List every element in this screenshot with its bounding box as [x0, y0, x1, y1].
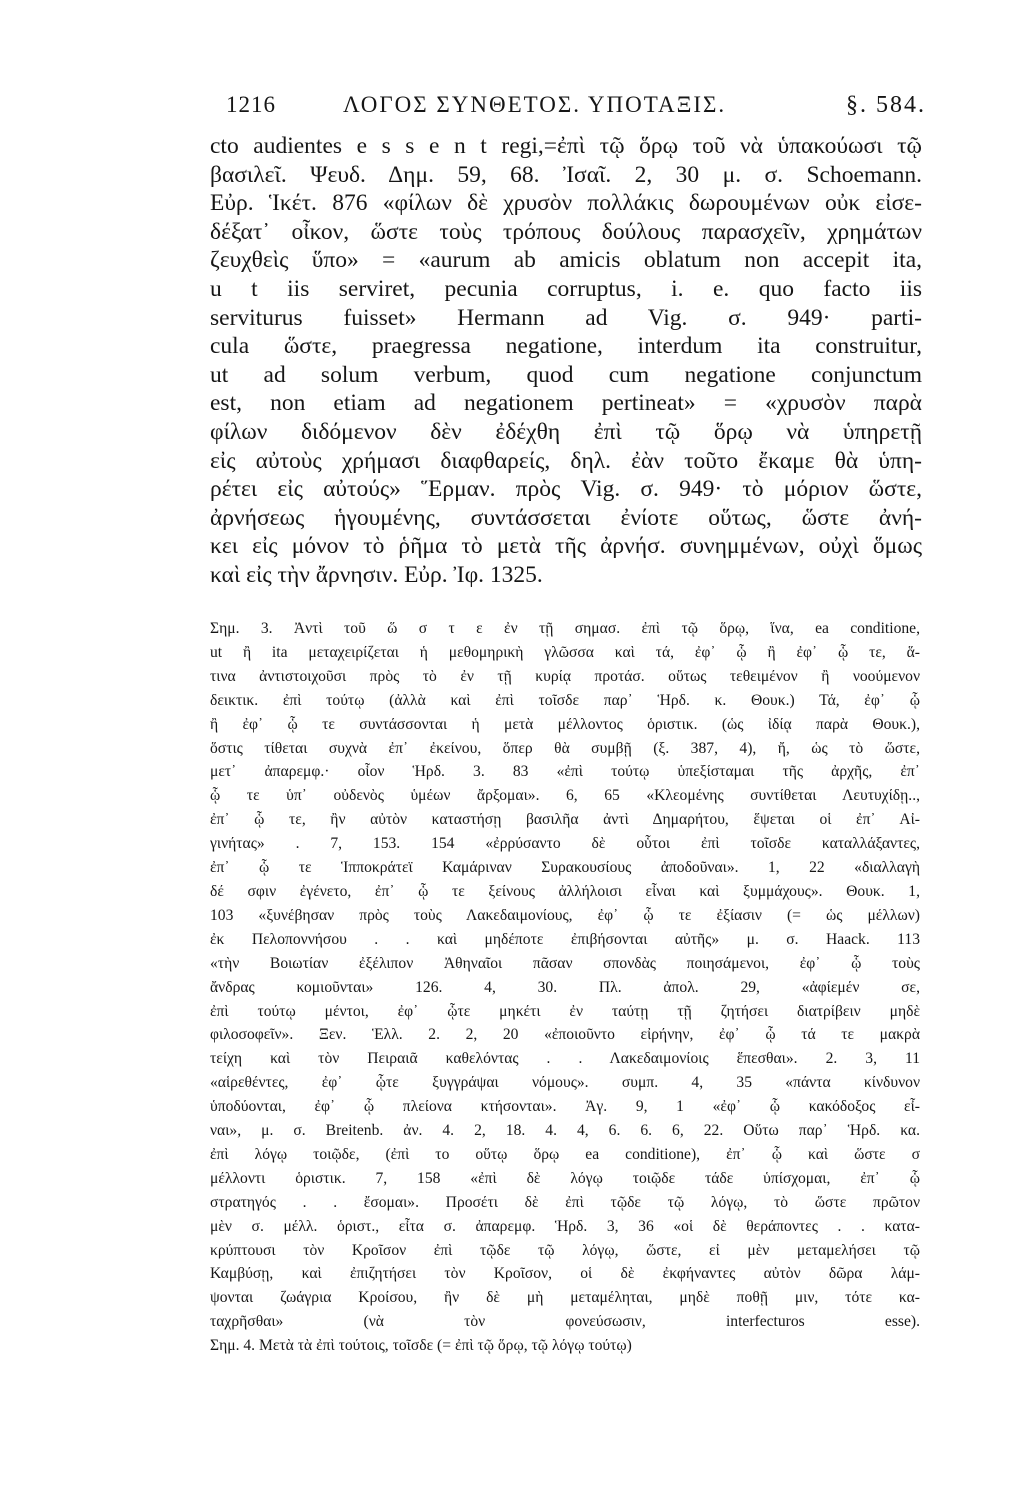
note-line: δεικτικ. ἐπὶ τούτῳ (ἀλλὰ καὶ ἐπὶ τοῖσδε παρ᾽ Ἡρδ. κ. Θουκ.) Τά, ἐφ᾽ ᾧ — [210, 691, 920, 709]
body-line: cula ὥστε, praegressa negatione, interdum ita construitur, — [210, 333, 922, 360]
body-line: κει εἰς μόνον τὸ ῥῆμα τὸ μετὰ τῆς ἀρνήσ. συνημμένων, οὐχὶ ὅμως — [210, 533, 922, 560]
note-line: τείχη καὶ τὸν Πειραιᾶ καθελόντας . . Λακεδαιμονίοις ἕπεσθαι». 2. 3, 11 — [210, 1050, 920, 1068]
note-line: τινα ἀντιστοιχοῦσι πρὸς τὸ ἐν τῇ κυρίᾳ προτάσ. οὕτως τεθειμένον ἢ νοούμενον — [210, 667, 920, 685]
note-line: ἐπὶ λόγῳ τοιῷδε, (ἐπὶ το οὕτῳ ὅρῳ ea conditione), ἐπ᾽ ᾧ καὶ ὥστε σ — [210, 1145, 920, 1163]
body-line: καὶ εἰς τὴν ἄρνησιν. Εὐρ. Ἰφ. 1325. — [210, 561, 543, 588]
running-head-title: ΛΟΓΟΣ ΣΥΝΘΕΤΟΣ. ΥΠΟΤΑΞΙΣ. — [343, 92, 727, 117]
note-line: Σημ. 3. Ἀντὶ τοῦ ὥ σ τ ε ἐν τῇ σημασ. ἐπὶ τῷ ὅρῳ, ἵνα, ea conditione, — [210, 620, 920, 637]
note-line: ταχρῆσθαι» (νὰ τὸν φονεύσωσιν, interfecturos esse). — [210, 1313, 920, 1331]
note-line: κρύπτουσι τὸν Κροῖσον ἐπὶ τῷδε τῷ λόγῳ, ὥστε, εἰ μὲν μεταμελήσει τῷ — [210, 1241, 920, 1259]
main-text — [210, 132, 922, 590]
body-line: serviturus fuisset» Hermann ad Vig. σ. 949· parti- — [210, 304, 922, 331]
note-line: στρατηγός . . ἔσομαι». Προσέτι δὲ ἐπὶ τῷδε τῷ λόγῳ, τὸ ὥστε πρῶτον — [210, 1193, 920, 1211]
note-line: ἐπ᾽ ᾧ τε, ἢν αὐτὸν καταστήσῃ βασιλῆα ἀντὶ Δημαρήτου, ἕψεται οἱ ἐπ᾽ Αἰ- — [210, 811, 920, 829]
note-line: ἐπ᾽ ᾧ τε Ἱπποκράτεϊ Καμάριναν Συρακουσίους ἀποδοῦναι». 1, 22 «διαλλαγὴ — [210, 859, 920, 877]
note-line: ut ἢ ita μεταχειρίζεται ἡ μεθομηρικὴ γλῶσσα καὶ τά, ἐφ᾽ ᾧ ἢ ἐφ᾽ ᾧ τε, ἅ- — [210, 643, 920, 661]
body-line: cto audientes e s s e n t regi,=ἐπὶ τῷ ὅρῳ τοῦ νὰ ὑπακούωσι τῷ — [210, 133, 922, 159]
note-line: δέ σφιν ἐγένετο, ἐπ᾽ ᾧ τε ξείνους ἀλλήλοισι εἶναι καὶ ξυμμάχους». Θουκ. 1, — [210, 882, 920, 900]
section-number: §. 584. — [846, 92, 926, 118]
note-line: ὅστις τίθεται συχνὰ ἐπ᾽ ἐκείνου, ὅπερ θὰ συμβῇ (ξ. 387, 4), ἤ, ὡς τὸ ὥστε, — [210, 739, 920, 757]
body-line: βασιλεῖ. Ψευδ. Δημ. 59, 68. Ἰσαῖ. 2, 30 μ. σ. Schoemann. — [210, 161, 922, 188]
note-line: φιλοσοφεῖν». Ξεν. Ἑλλ. 2. 2, 20 «ἐποιοῦντο εἰρήνην, ἐφ᾽ ᾧ τά τε μακρὰ — [210, 1026, 920, 1044]
note-line: ἄνδρας κομιοῦνται» 126. 4, 30. Πλ. ἀπολ. 29, «ἀφίεμέν σε, — [210, 978, 920, 996]
running-head — [226, 92, 926, 126]
note-line: μετ᾽ ἀπαρεμφ.· οἷον Ἡρδ. 3. 83 «ἐπὶ τούτῳ ὑπεξίσταμαι τῆς ἀρχῆς, ἐπ᾽ — [210, 763, 920, 781]
note-line: ψονται ζωάγρια Κροίσου, ἢν δὲ μὴ μεταμέληται, μηδὲ ποθῇ μιν, τότε κα- — [210, 1289, 920, 1307]
note-line: Καμβύσῃ, καὶ ἐπιζητήσει τὸν Κροῖσον, οἱ δὲ ἐκφήναντες αὐτὸν δῶρα λάμ- — [210, 1265, 920, 1283]
body-line: ut ad solum verbum, quod cum negatione conjunctum — [210, 361, 922, 388]
body-line: est, non etiam ad negationem pertineat» = «χρυσὸν παρὰ — [210, 390, 922, 417]
body-line: εἰς αὐτοὺς χρήμασι διαφθαρείς, δηλ. ἐὰν τοῦτο ἔκαμε θὰ ὑπη- — [210, 447, 922, 474]
body-line: ἀρνήσεως ἡγουμένης, συντάσσεται ἐνίοτε οὕτως, ὥστε ἀνή- — [210, 504, 922, 531]
note-line: ὑποδύονται, ἐφ᾽ ᾧ πλείονα κτήσονται». Ἀγ. 9, 1 «ἐφ᾽ ᾧ κακόδοξος εἶ- — [210, 1098, 920, 1116]
note-line: «αἱρεθέντες, ἐφ᾽ ᾧτε ξυγγράψαι νόμους». συμπ. 4, 35 «πάντα κίνδυνον — [210, 1074, 920, 1092]
page-number: 1216 — [226, 92, 276, 117]
body-line: u t iis serviret, pecunia corruptus, i. e. quo facto iis — [210, 275, 922, 302]
note-line: ἐπὶ τούτῳ μέντοι, ἐφ᾽ ᾧτε μηκέτι ἐν ταύτῃ τῇ ζητήσει διατρίβειν μηδὲ — [210, 1002, 920, 1020]
note-line: γινήτας» . 7, 153. 154 «ἐρρύσαντο δὲ οὗτοι ἐπὶ τοῖσδε καταλλάξαντες, — [210, 835, 920, 853]
body-line: Εὐρ. Ἱκέτ. 876 «φίλων δὲ χρυσὸν πολλάκις δωρουμένων οὐκ εἰσε- — [210, 190, 922, 217]
note-line: ναι», μ. σ. Breitenb. ἀν. 4. 2, 18. 4. 4, 6. 6. 6, 22. Οὕτω παρ᾽ Ἡρδ. κα. — [210, 1122, 920, 1140]
note-line: μὲν σ. μέλλ. ὁριστ., εἶτα σ. ἀπαρεμφ. Ἡρδ. 3, 36 «οἱ δὲ θεράποντες . . κατα- — [210, 1217, 920, 1235]
note-line: ᾧ τε ὑπ᾽ οὐδενὸς ὑμέων ἄρξομαι». 6, 65 «Κλεομένης συντίθεται Λευτυχίδῃ.., — [210, 787, 920, 805]
body-line: φίλων διδόμενον δὲν ἐδέχθη ἐπὶ τῷ ὅρῳ νὰ ὑπηρετῇ — [210, 418, 922, 445]
body-line: ζευχθεὶς ὕπο» = «aurum ab amicis oblatum non accepit ita, — [210, 247, 922, 274]
note-line: ἐκ Πελοποννήσου . . καὶ μηδέποτε ἐπιβήσονται αὐτῆς» μ. σ. Haack. 113 — [210, 930, 920, 948]
note-line: «τὴν Βοιωτίαν ἐξέλιπον Ἀθηναῖοι πᾶσαν σπονδὰς ποιησάμενοι, ἐφ᾽ ᾧ τοὺς — [210, 954, 920, 972]
body-line: ρέτει εἰς αὐτούς» Ἕρμαν. πρὸς Vig. σ. 949· τὸ μόριον ὥστε, — [210, 476, 922, 503]
note-line: ἢ ἐφ᾽ ᾧ τε συντάσσονται ἡ μετὰ μέλλοντος ὁριστικ. (ὡς ἰδίᾳ παρὰ Θουκ.), — [210, 715, 920, 733]
note-line: Σημ. 4. Μετὰ τὰ ἐπὶ τούτοις, τοῖσδε (= ἐπὶ τῷ ὅρῳ, τῷ λόγῳ τούτῳ) — [210, 1337, 632, 1355]
note-line: μέλλοντι ὁριστικ. 7, 158 «ἐπὶ δὲ λόγῳ τοιῷδε τάδε ὑπίσχομαι, ἐπ᾽ ᾧ — [210, 1169, 920, 1187]
notes-text — [210, 617, 920, 1358]
note-line: 103 «ξυνέβησαν πρὸς τοὺς Λακεδαιμονίους, ἐφ᾽ ᾧ τε ἐξίασιν (= ὡς μέλλων) — [210, 906, 920, 924]
body-line: δέξατ᾽ οἶκον, ὥστε τοὺς τρόπους δούλους παρασχεῖν, χρημάτων — [210, 218, 922, 245]
